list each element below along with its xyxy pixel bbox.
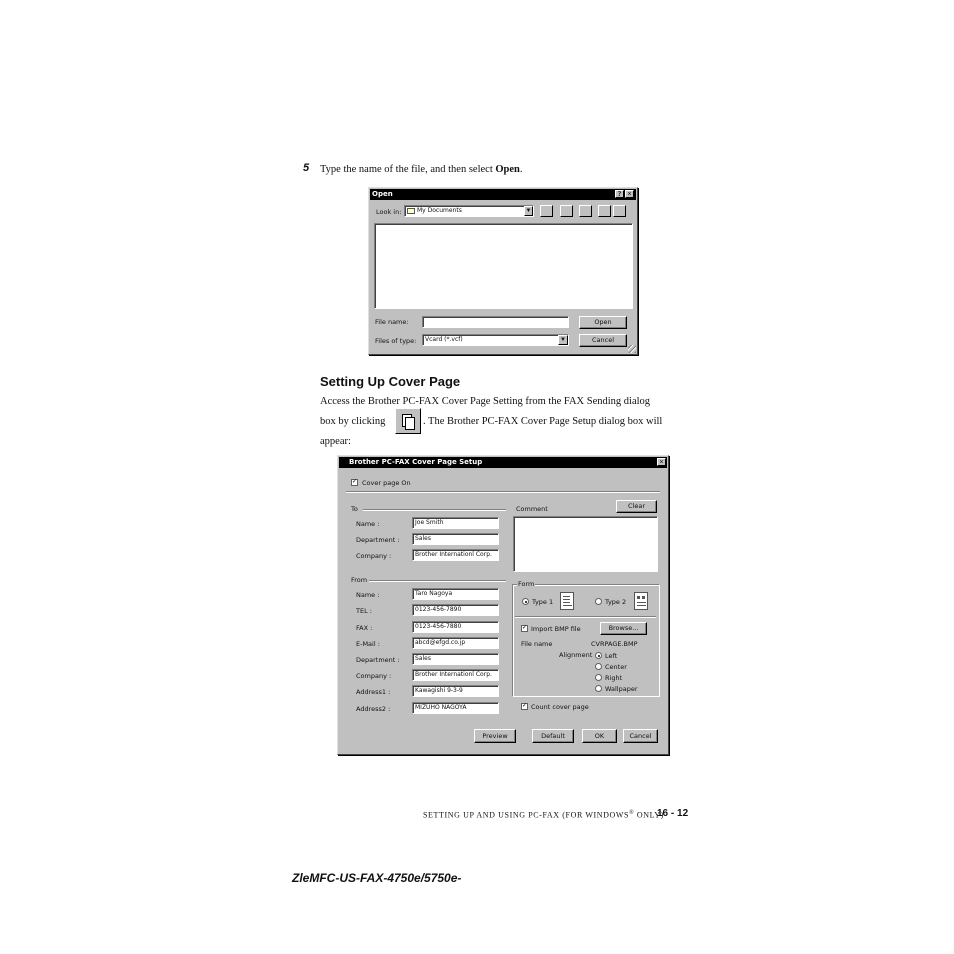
open-button[interactable]: Open — [579, 316, 627, 329]
to-label: To — [351, 505, 358, 513]
to-divider — [363, 509, 506, 511]
align-wallpaper-radio[interactable] — [595, 685, 602, 692]
cancel-button[interactable]: Cancel — [579, 334, 627, 347]
step-text — [320, 164, 523, 175]
to-company-input[interactable]: Brother Internationl Corp. — [412, 549, 499, 561]
section-line1: Access the Brother PC-FAX Cover Page Setting from the FAX Sending dialog — [320, 396, 651, 407]
step-text-bold: Open — [495, 164, 520, 175]
folder-icon — [407, 208, 415, 214]
footer-text — [423, 810, 664, 820]
list-view-icon[interactable] — [598, 205, 611, 217]
from-department-input[interactable]: Sales — [412, 653, 499, 665]
close-button[interactable]: × — [625, 190, 634, 198]
from-name-label: Name : — [356, 591, 380, 599]
from-address2-label: Address2 : — [356, 705, 391, 713]
cover-page-on-checkbox[interactable]: ✓ — [352, 479, 358, 485]
comment-label: Comment — [516, 505, 548, 513]
to-department-input[interactable]: Sales — [412, 533, 499, 545]
type1-label: Type 1 — [532, 598, 554, 606]
ok-button[interactable]: OK — [582, 729, 617, 743]
cancel-button[interactable]: Cancel — [623, 729, 658, 743]
section-line2-after: . The Brother PC-FAX Cover Page Setup dialog box will — [423, 416, 663, 427]
file-name-label: File name: — [375, 318, 409, 326]
file-list-area[interactable] — [374, 223, 633, 309]
cover-page-icon — [395, 408, 421, 434]
align-center-radio[interactable] — [595, 663, 602, 670]
align-wallpaper-label: Wallpaper — [605, 685, 638, 693]
cover-dialog-titlebar — [339, 457, 667, 468]
section-line2 — [320, 416, 385, 427]
type2-radio[interactable] — [595, 598, 602, 605]
form-divider — [515, 616, 656, 618]
section-line3: appear: — [320, 436, 351, 447]
from-company-input[interactable]: Brother Internationl Corp. — [412, 669, 499, 681]
from-address1-label: Address1 : — [356, 688, 391, 696]
browse-button[interactable]: Browse... — [600, 622, 647, 635]
from-fax-input[interactable]: 0123-456-7880 — [412, 621, 499, 633]
type2-label: Type 2 — [605, 598, 627, 606]
files-of-type-select[interactable]: Vcard (*.vcf) — [422, 334, 569, 346]
section-line2-before: box by clicking — [320, 416, 386, 427]
import-bmp-label: Import BMP file — [531, 625, 581, 633]
from-company-label: Company : — [356, 672, 392, 680]
files-of-type-label: Files of type: — [375, 337, 417, 345]
step-text-before: Type the name of the file, and then select — [320, 164, 496, 175]
from-tel-label: TEL : — [356, 607, 372, 615]
document-id: ZleMFC-US-FAX-4750e/5750e- — [292, 871, 462, 885]
from-address1-input[interactable]: Kawagishi 9-3-9 — [412, 685, 499, 697]
from-email-input[interactable]: abcd@efgd.co.jp — [412, 637, 499, 649]
from-label: From — [351, 576, 368, 584]
look-in-value: My Documents — [417, 207, 462, 214]
step-number: 5 — [303, 162, 310, 174]
file-name-label: File name — [521, 640, 553, 648]
step-text-after: . — [519, 164, 523, 175]
cover-setup-dialog — [337, 455, 669, 755]
preview-button[interactable]: Preview — [474, 729, 516, 743]
align-right-radio[interactable] — [595, 674, 602, 681]
from-email-label: E-Mail : — [356, 640, 380, 648]
divider — [346, 491, 660, 493]
form-label: Form — [518, 580, 535, 588]
to-department-label: Department : — [356, 536, 400, 544]
help-button[interactable]: ? — [615, 190, 624, 198]
up-folder-icon[interactable] — [540, 205, 553, 217]
open-dialog-title: Open — [372, 190, 393, 198]
cover-dialog-title: Brother PC-FAX Cover Page Setup — [349, 458, 483, 466]
from-name-input[interactable]: Taro Nagoya — [412, 588, 499, 600]
align-left-label: Left — [605, 652, 618, 660]
open-dialog — [368, 187, 638, 355]
section-heading: Setting Up Cover Page — [320, 374, 461, 389]
resize-grip-icon[interactable] — [628, 345, 636, 353]
file-name-value: CVRPAGE.BMP — [591, 640, 638, 648]
from-address2-input[interactable]: MIZUHO NAGOYA — [412, 702, 499, 714]
details-view-icon[interactable] — [613, 205, 626, 217]
footer-reg: ® — [629, 810, 635, 816]
chevron-down-icon[interactable]: ▼ — [558, 335, 568, 345]
count-cover-page-checkbox[interactable]: ✓ — [522, 703, 528, 709]
align-center-label: Center — [605, 663, 627, 671]
file-name-input[interactable] — [422, 316, 569, 328]
from-department-label: Department : — [356, 656, 400, 664]
to-name-input[interactable]: Joe Smith — [412, 517, 499, 529]
from-divider — [369, 580, 506, 582]
default-button[interactable]: Default — [532, 729, 574, 743]
to-company-label: Company : — [356, 552, 392, 560]
new-folder-icon[interactable] — [579, 205, 592, 217]
footer-end: ONLY) — [634, 810, 664, 820]
align-left-radio[interactable] — [595, 652, 602, 659]
comment-textarea[interactable] — [513, 516, 658, 572]
chevron-down-icon[interactable]: ▼ — [525, 208, 532, 214]
look-in-select[interactable] — [404, 205, 534, 217]
count-cover-page-label: Count cover page — [531, 703, 589, 711]
from-fax-label: FAX : — [356, 624, 373, 632]
from-tel-input[interactable]: 0123-456-7890 — [412, 604, 499, 616]
type1-thumbnail — [560, 592, 574, 610]
clear-button[interactable]: Clear — [616, 500, 657, 513]
desktop-icon[interactable] — [560, 205, 573, 217]
cover-page-on-label: Cover page On — [362, 479, 411, 487]
type1-radio[interactable] — [522, 598, 529, 605]
alignment-label: Alignment — [559, 651, 593, 659]
page-number: 16 - 12 — [657, 808, 689, 819]
look-in-label: Look in: — [376, 208, 402, 216]
type2-thumbnail — [634, 592, 648, 610]
import-bmp-checkbox[interactable]: ✓ — [522, 625, 528, 631]
align-right-label: Right — [605, 674, 623, 682]
footer-main: SETTING UP AND USING PC-FAX (FOR WINDOWS — [423, 810, 630, 820]
section-line2-after-wrap — [423, 416, 662, 427]
open-dialog-titlebar — [370, 189, 636, 200]
close-button[interactable]: × — [657, 458, 666, 466]
to-name-label: Name : — [356, 520, 380, 528]
